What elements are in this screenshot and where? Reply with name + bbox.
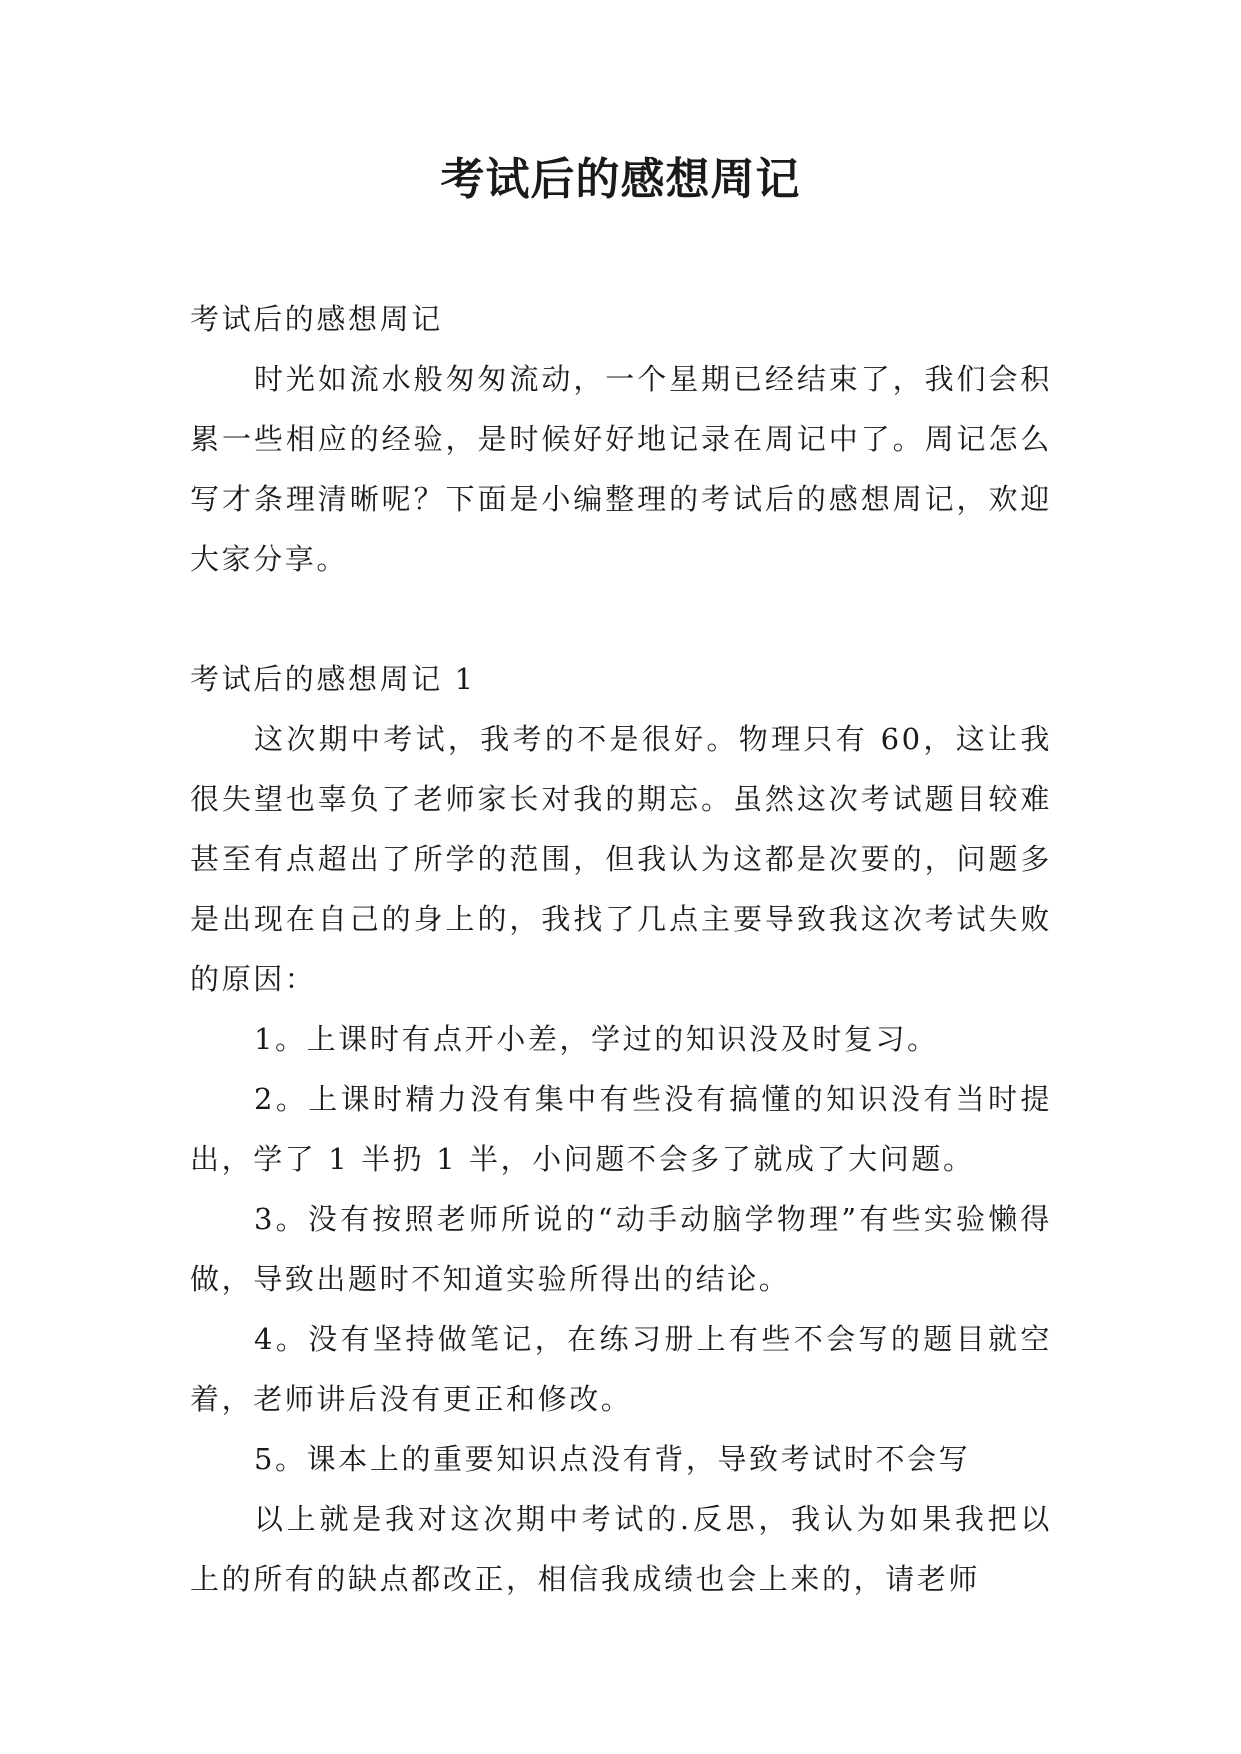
section-heading: 考试后的感想周记 1	[190, 662, 476, 696]
document-body	[190, 289, 1052, 1609]
list-item-4: 4。没有坚持做笔记，在练习册上有些不会写的题目就空着，老师讲后没有更正和修改。	[190, 1322, 1052, 1416]
list-item-1: 1。上课时有点开小差，学过的知识没及时复习。	[254, 1022, 939, 1056]
body-paragraph: 这次期中考试，我考的不是很好。物理只有 60，这让我很失望也辜负了老师家长对我的期忘。虽然这次考试题目较难甚至有点超出了所学的范围，但我认为这都是次要的，问题多是出现在自己的身上的，我找了几点主要导致我这次考试失败的原因：	[190, 722, 1052, 996]
conclusion-paragraph: 以上就是我对这次期中考试的.反思，我认为如果我把以上的所有的缺点都改正，相信我成绩也会上来的，请老师	[190, 1502, 1052, 1596]
list-item-5: 5。课本上的重要知识点没有背，导致考试时不会写	[254, 1442, 971, 1476]
document-subtitle: 考试后的感想周记	[190, 302, 443, 336]
intro-paragraph: 时光如流水般匆匆流动，一个星期已经结束了，我们会积累一些相应的经验，是时候好好地记录在周记中了。周记怎么写才条理清晰呢？下面是小编整理的考试后的感想周记，欢迎大家分享。	[190, 362, 1052, 576]
document-title: 考试后的感想周记	[440, 154, 801, 205]
list-item-2: 2。上课时精力没有集中有些没有搞懂的知识没有当时提出，学了 1 半扔 1 半，小问题不会多了就成了大问题。	[190, 1082, 1052, 1176]
list-item-3: 3。没有按照老师所说的“动手动脑学物理”有些实验懒得做，导致出题时不知道实验所得出的结论。	[190, 1202, 1052, 1296]
